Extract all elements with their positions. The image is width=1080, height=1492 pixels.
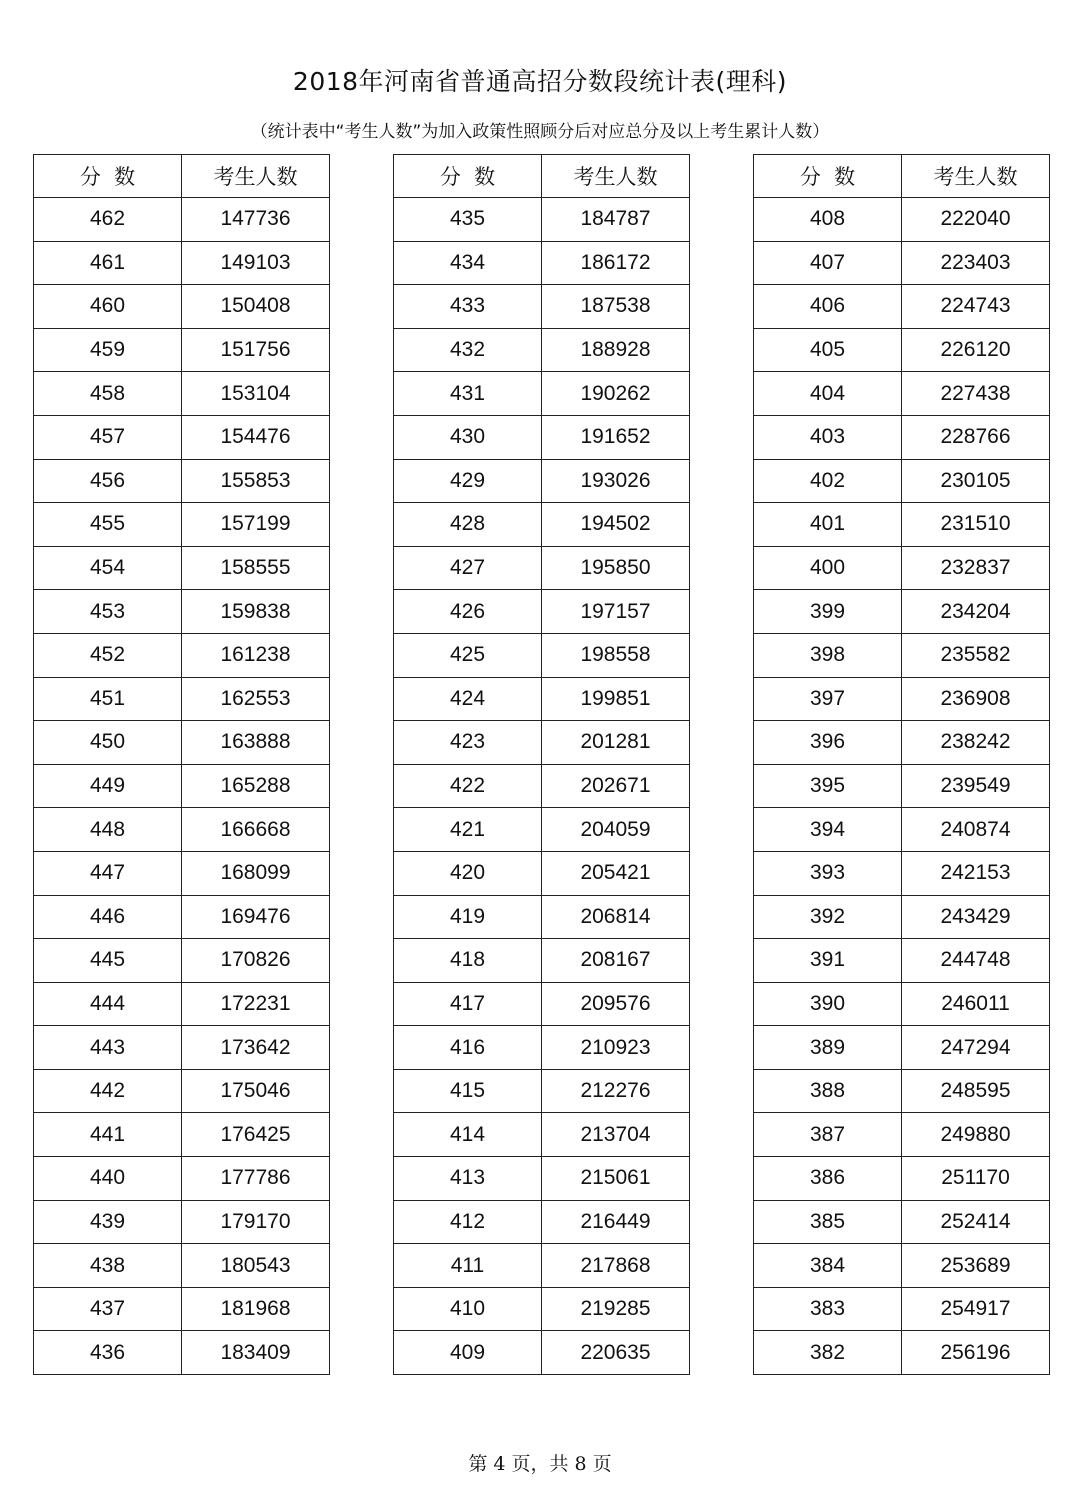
score-cell: 408 — [754, 198, 902, 242]
score-cell: 396 — [754, 721, 902, 765]
table-header-row — [34, 155, 330, 198]
count-cell: 162553 — [182, 677, 330, 721]
score-cell: 437 — [34, 1287, 182, 1331]
score-cell: 397 — [754, 677, 902, 721]
table-row — [754, 982, 1050, 1026]
table-row — [34, 1113, 330, 1157]
count-cell: 163888 — [182, 721, 330, 765]
count-cell: 173642 — [182, 1026, 330, 1070]
table-row — [394, 1157, 690, 1201]
count-cell: 252414 — [902, 1200, 1050, 1244]
count-cell: 226120 — [902, 328, 1050, 372]
count-cell: 187538 — [542, 285, 690, 329]
table-row — [754, 459, 1050, 503]
count-cell: 244748 — [902, 939, 1050, 983]
score-cell: 436 — [34, 1331, 182, 1375]
count-cell: 158555 — [182, 546, 330, 590]
table-row — [394, 1200, 690, 1244]
count-cell: 186172 — [542, 241, 690, 285]
table-row — [754, 1244, 1050, 1288]
score-cell: 417 — [394, 982, 542, 1026]
score-cell: 395 — [754, 764, 902, 808]
count-cell: 210923 — [542, 1026, 690, 1070]
score-cell: 457 — [34, 415, 182, 459]
count-cell: 151756 — [182, 328, 330, 372]
score-cell: 390 — [754, 982, 902, 1026]
count-cell: 242153 — [902, 851, 1050, 895]
table-row — [394, 372, 690, 416]
count-cell: 219285 — [542, 1287, 690, 1331]
table-row — [394, 939, 690, 983]
count-cell: 159838 — [182, 590, 330, 634]
score-cell: 439 — [34, 1200, 182, 1244]
count-cell: 184787 — [542, 198, 690, 242]
count-cell: 168099 — [182, 851, 330, 895]
table-body — [34, 198, 330, 1375]
score-cell: 449 — [34, 764, 182, 808]
table-row — [754, 1026, 1050, 1070]
score-cell: 383 — [754, 1287, 902, 1331]
table-row — [754, 851, 1050, 895]
score-cell: 402 — [754, 459, 902, 503]
score-cell: 392 — [754, 895, 902, 939]
score-cell: 422 — [394, 764, 542, 808]
score-cell: 421 — [394, 808, 542, 852]
score-cell: 451 — [34, 677, 182, 721]
count-cell: 202671 — [542, 764, 690, 808]
count-cell: 181968 — [182, 1287, 330, 1331]
score-cell: 455 — [34, 503, 182, 547]
table-header-row — [394, 155, 690, 198]
count-cell: 224743 — [902, 285, 1050, 329]
page-subtitle: （统计表中“考生人数”为加入政策性照顾分后对应总分及以上考生累计人数） — [250, 122, 830, 142]
table-row — [34, 590, 330, 634]
score-column-header: 分 数 — [34, 155, 182, 198]
count-cell: 209576 — [542, 982, 690, 1026]
table-row — [34, 939, 330, 983]
table-row — [754, 939, 1050, 983]
score-cell: 452 — [34, 633, 182, 677]
table-row — [754, 1331, 1050, 1375]
count-column-header: 考生人数 — [902, 155, 1050, 198]
count-cell: 220635 — [542, 1331, 690, 1375]
score-cell: 431 — [394, 372, 542, 416]
table-row — [394, 503, 690, 547]
score-cell: 462 — [34, 198, 182, 242]
count-cell: 212276 — [542, 1069, 690, 1113]
table-row — [394, 546, 690, 590]
count-cell: 253689 — [902, 1244, 1050, 1288]
table-row — [34, 459, 330, 503]
count-cell: 228766 — [902, 415, 1050, 459]
table-row — [394, 1331, 690, 1375]
count-cell: 161238 — [182, 633, 330, 677]
count-cell: 179170 — [182, 1200, 330, 1244]
table-row — [34, 677, 330, 721]
count-cell: 247294 — [902, 1026, 1050, 1070]
score-cell: 445 — [34, 939, 182, 983]
table-row — [394, 1113, 690, 1157]
score-cell: 393 — [754, 851, 902, 895]
table-row — [394, 851, 690, 895]
score-cell: 427 — [394, 546, 542, 590]
score-cell: 461 — [34, 241, 182, 285]
count-cell: 180543 — [182, 1244, 330, 1288]
table-row — [394, 633, 690, 677]
count-cell: 149103 — [182, 241, 330, 285]
count-cell: 172231 — [182, 982, 330, 1026]
score-table-1 — [33, 154, 330, 1375]
score-cell: 411 — [394, 1244, 542, 1288]
count-cell: 248595 — [902, 1069, 1050, 1113]
score-column-header: 分 数 — [394, 155, 542, 198]
table-row — [754, 546, 1050, 590]
table-row — [34, 982, 330, 1026]
count-cell: 177786 — [182, 1157, 330, 1201]
score-cell: 386 — [754, 1157, 902, 1201]
count-cell: 155853 — [182, 459, 330, 503]
count-cell: 188928 — [542, 328, 690, 372]
table-row — [754, 895, 1050, 939]
table-row — [34, 764, 330, 808]
count-cell: 194502 — [542, 503, 690, 547]
count-cell: 223403 — [902, 241, 1050, 285]
count-cell: 215061 — [542, 1157, 690, 1201]
table-row — [34, 1244, 330, 1288]
table-row — [394, 590, 690, 634]
table-row — [394, 808, 690, 852]
page-number-footer: 第 4 页，共 8 页 — [468, 1453, 612, 1475]
score-cell: 444 — [34, 982, 182, 1026]
count-cell: 249880 — [902, 1113, 1050, 1157]
score-cell: 460 — [34, 285, 182, 329]
table-row — [34, 851, 330, 895]
count-cell: 213704 — [542, 1113, 690, 1157]
score-cell: 391 — [754, 939, 902, 983]
score-cell: 424 — [394, 677, 542, 721]
table-row — [394, 677, 690, 721]
score-cell: 428 — [394, 503, 542, 547]
score-cell: 416 — [394, 1026, 542, 1070]
count-cell: 216449 — [542, 1200, 690, 1244]
table-row — [394, 1287, 690, 1331]
table-row — [754, 198, 1050, 242]
score-cell: 382 — [754, 1331, 902, 1375]
count-cell: 217868 — [542, 1244, 690, 1288]
score-cell: 412 — [394, 1200, 542, 1244]
count-cell: 183409 — [182, 1331, 330, 1375]
score-cell: 410 — [394, 1287, 542, 1331]
table-row — [754, 328, 1050, 372]
score-cell: 438 — [34, 1244, 182, 1288]
table-row — [34, 285, 330, 329]
table-row — [394, 415, 690, 459]
table-row — [754, 1157, 1050, 1201]
count-cell: 169476 — [182, 895, 330, 939]
score-cell: 418 — [394, 939, 542, 983]
score-cell: 442 — [34, 1069, 182, 1113]
score-cell: 414 — [394, 1113, 542, 1157]
table-row — [394, 1026, 690, 1070]
score-cell: 400 — [754, 546, 902, 590]
count-column-header: 考生人数 — [542, 155, 690, 198]
table-row — [34, 546, 330, 590]
table-row — [34, 633, 330, 677]
score-cell: 426 — [394, 590, 542, 634]
table-row — [754, 1200, 1050, 1244]
score-cell: 458 — [34, 372, 182, 416]
count-cell: 243429 — [902, 895, 1050, 939]
score-cell: 419 — [394, 895, 542, 939]
count-cell: 232837 — [902, 546, 1050, 590]
score-cell: 423 — [394, 721, 542, 765]
count-cell: 236908 — [902, 677, 1050, 721]
table-body — [754, 198, 1050, 1375]
count-cell: 230105 — [902, 459, 1050, 503]
table-row — [754, 285, 1050, 329]
table-row — [754, 372, 1050, 416]
table-row — [34, 503, 330, 547]
table-row — [34, 808, 330, 852]
count-cell: 227438 — [902, 372, 1050, 416]
count-cell: 251170 — [902, 1157, 1050, 1201]
table-row — [34, 372, 330, 416]
score-cell: 425 — [394, 633, 542, 677]
table-row — [34, 1069, 330, 1113]
table-row — [754, 764, 1050, 808]
count-cell: 205421 — [542, 851, 690, 895]
table-row — [754, 721, 1050, 765]
count-cell: 157199 — [182, 503, 330, 547]
count-cell: 199851 — [542, 677, 690, 721]
table-row — [394, 285, 690, 329]
count-cell: 193026 — [542, 459, 690, 503]
score-column-header: 分 数 — [754, 155, 902, 198]
count-cell: 240874 — [902, 808, 1050, 852]
score-cell: 404 — [754, 372, 902, 416]
count-cell: 201281 — [542, 721, 690, 765]
score-cell: 401 — [754, 503, 902, 547]
count-cell: 170826 — [182, 939, 330, 983]
table-row — [394, 764, 690, 808]
score-cell: 388 — [754, 1069, 902, 1113]
count-cell: 198558 — [542, 633, 690, 677]
score-cell: 447 — [34, 851, 182, 895]
count-cell: 191652 — [542, 415, 690, 459]
table-row — [394, 1244, 690, 1288]
table-row — [34, 241, 330, 285]
score-cell: 387 — [754, 1113, 902, 1157]
table-row — [394, 241, 690, 285]
table-row — [34, 1026, 330, 1070]
table-row — [34, 721, 330, 765]
score-cell: 389 — [754, 1026, 902, 1070]
score-cell: 420 — [394, 851, 542, 895]
score-cell: 443 — [34, 1026, 182, 1070]
score-cell: 432 — [394, 328, 542, 372]
table-row — [34, 1287, 330, 1331]
table-body — [394, 198, 690, 1375]
table-row — [394, 721, 690, 765]
score-cell: 394 — [754, 808, 902, 852]
count-cell: 204059 — [542, 808, 690, 852]
table-row — [754, 503, 1050, 547]
score-cell: 459 — [34, 328, 182, 372]
table-row — [34, 895, 330, 939]
score-cell: 398 — [754, 633, 902, 677]
table-row — [34, 415, 330, 459]
score-cell: 409 — [394, 1331, 542, 1375]
count-cell: 254917 — [902, 1287, 1050, 1331]
table-row — [394, 459, 690, 503]
table-row — [394, 1069, 690, 1113]
count-cell: 175046 — [182, 1069, 330, 1113]
table-row — [754, 1287, 1050, 1331]
table-row — [394, 895, 690, 939]
page-title: 2018年河南省普通高招分数段统计表(理科) — [292, 67, 788, 96]
table-row — [754, 241, 1050, 285]
score-cell: 415 — [394, 1069, 542, 1113]
count-cell: 153104 — [182, 372, 330, 416]
score-cell: 434 — [394, 241, 542, 285]
table-row — [754, 1069, 1050, 1113]
count-cell: 190262 — [542, 372, 690, 416]
count-cell: 147736 — [182, 198, 330, 242]
table-row — [34, 1157, 330, 1201]
score-cell: 454 — [34, 546, 182, 590]
count-cell: 231510 — [902, 503, 1050, 547]
score-cell: 453 — [34, 590, 182, 634]
count-cell: 166668 — [182, 808, 330, 852]
score-cell: 429 — [394, 459, 542, 503]
count-cell: 197157 — [542, 590, 690, 634]
count-cell: 239549 — [902, 764, 1050, 808]
table-row — [34, 1331, 330, 1375]
table-row — [754, 633, 1050, 677]
table-row — [754, 415, 1050, 459]
score-cell: 405 — [754, 328, 902, 372]
count-cell: 208167 — [542, 939, 690, 983]
score-cell: 456 — [34, 459, 182, 503]
table-row — [394, 198, 690, 242]
table-row — [34, 328, 330, 372]
count-cell: 235582 — [902, 633, 1050, 677]
score-table-3 — [753, 154, 1050, 1375]
score-cell: 407 — [754, 241, 902, 285]
score-cell: 399 — [754, 590, 902, 634]
score-table-2 — [393, 154, 690, 1375]
table-row — [34, 198, 330, 242]
table-row — [394, 982, 690, 1026]
count-cell: 165288 — [182, 764, 330, 808]
table-row — [394, 328, 690, 372]
score-cell: 441 — [34, 1113, 182, 1157]
score-cell: 433 — [394, 285, 542, 329]
table-row — [34, 1200, 330, 1244]
count-cell: 234204 — [902, 590, 1050, 634]
count-cell: 206814 — [542, 895, 690, 939]
score-cell: 446 — [34, 895, 182, 939]
table-header-row — [754, 155, 1050, 198]
count-cell: 246011 — [902, 982, 1050, 1026]
table-row — [754, 677, 1050, 721]
count-cell: 256196 — [902, 1331, 1050, 1375]
score-cell: 384 — [754, 1244, 902, 1288]
count-cell: 222040 — [902, 198, 1050, 242]
score-cell: 450 — [34, 721, 182, 765]
table-row — [754, 808, 1050, 852]
score-cell: 430 — [394, 415, 542, 459]
score-cell: 435 — [394, 198, 542, 242]
score-cell: 406 — [754, 285, 902, 329]
count-cell: 154476 — [182, 415, 330, 459]
score-cell: 385 — [754, 1200, 902, 1244]
table-row — [754, 1113, 1050, 1157]
score-cell: 413 — [394, 1157, 542, 1201]
score-cell: 403 — [754, 415, 902, 459]
count-cell: 150408 — [182, 285, 330, 329]
score-cell: 440 — [34, 1157, 182, 1201]
table-row — [754, 590, 1050, 634]
count-cell: 176425 — [182, 1113, 330, 1157]
score-cell: 448 — [34, 808, 182, 852]
count-cell: 238242 — [902, 721, 1050, 765]
count-cell: 195850 — [542, 546, 690, 590]
count-column-header: 考生人数 — [182, 155, 330, 198]
